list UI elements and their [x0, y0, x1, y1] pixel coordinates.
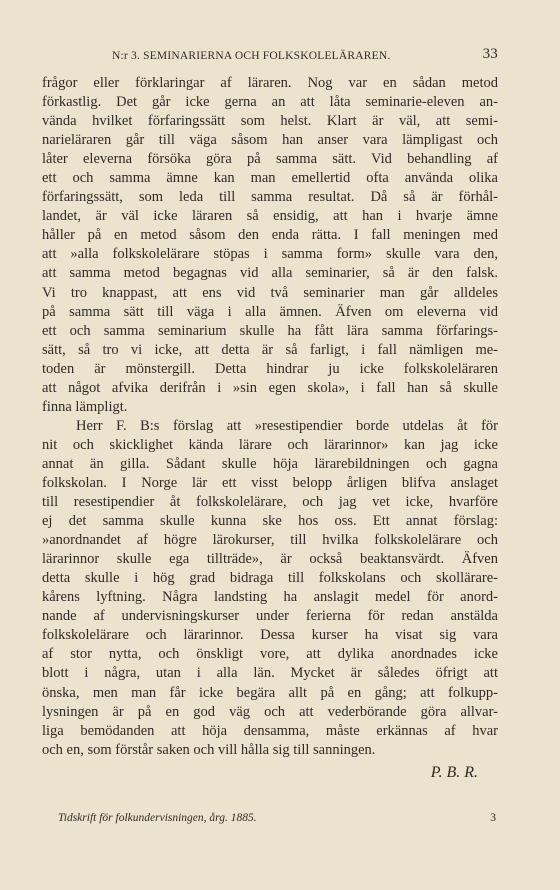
- text-line: förkastlig. Det går icke gerna an att låta seminarie-eleven an-: [42, 94, 498, 111]
- text-line: annat än gilla. Sådant skulle höja lärarebildningen och gagna: [42, 455, 498, 472]
- journal-citation: Tidskrift för folkundervisningen, årg. 1885.: [58, 812, 257, 824]
- running-header: [42, 46, 498, 66]
- text-line: på samma sätt till väga i alla ämnen. Äfven om eleverna vid: [42, 303, 498, 320]
- text-line: önska, men man får icke begära allt på en gång; att folkupp-: [42, 684, 498, 701]
- text-line: folkskolelärare och lärarinnor. Dessa kurser ha visat sig vara: [42, 627, 498, 644]
- text-line: finna lämpligt.: [42, 398, 128, 415]
- running-title: N:r 3. SEMINARIERNA OCH FOLKSKOLELÄRAREN.: [112, 50, 391, 62]
- text-line: sätt, så tro vi icke, att detta är så farligt, i fall nämligen me-: [42, 341, 498, 358]
- text-line: detta skulle i hög grad bidraga till folkskolans och skollärare-: [42, 570, 498, 587]
- text-line: blott i några, utan i alla län. Mycket är således öfrigt att: [42, 665, 498, 682]
- text-line: nit och skicklighet kända lärare och lärarinnor» kan jag icke: [42, 436, 498, 453]
- text-line: och en, som förstår saken och vill hålla sig till sanningen.: [42, 741, 376, 758]
- text-line: nande af undervisningskurser under ferierna för redan anstälda: [42, 608, 498, 625]
- text-line: att »alla folkskolelärare stöpas i samma form» skulle vara den,: [42, 246, 498, 263]
- text-line: »anordnandet af högre lärokurser, till hvilka folkskolelärare och: [42, 532, 498, 549]
- text-line: folkskolan. I Norge lär ett visst belopp årligen blifva anslaget: [42, 474, 498, 491]
- text-line: ett och samma seminarium skulle ha fått lära samma förfarings-: [42, 322, 498, 339]
- text-line: kårens lyftning. Några landsting ha anslagit medel för anord-: [42, 589, 498, 606]
- body-text: [42, 74, 498, 786]
- text-line: att samma metod begagnas vid alla seminarier, så är den falsk.: [42, 265, 498, 282]
- text-line: Vi tro knappast, att ens vid två seminarier man går alldeles: [42, 284, 498, 301]
- text-line: lärarinnor skulle ega tillträde», är också beaktansvärdt. Äfven: [42, 551, 498, 568]
- text-line: ej det samma skulle kunna ske hos oss. Ett annat förslag:: [42, 513, 498, 530]
- page-number: 33: [482, 46, 498, 62]
- author-signature: P. B. R.: [430, 763, 478, 781]
- text-line: ett och samma ämne kan man emellertid ofta använda olika: [42, 170, 498, 187]
- text-line: landet, är väl icke läraren så ensidig, att han i hvarje ämne: [42, 208, 498, 225]
- text-line: frågor eller förklaringar af läraren. Nog var en sådan metod: [42, 75, 498, 91]
- text-line: toden är mönstergill. Detta hindrar ju icke folkskoleläraren: [42, 360, 498, 377]
- page-footer: [42, 812, 498, 828]
- text-line: låter eleverna försöka göra på samma sätt. Vid behandling af: [42, 151, 498, 168]
- text-line: af stor nytta, och önskligt vore, att dylika anordnades icke: [42, 646, 498, 663]
- text-line: att något afvika derifrån i »sin egen skola», i fall han så skulle: [42, 379, 498, 396]
- text-line: narieläraren går till väga såsom han anser vara lämpligast och: [42, 132, 498, 149]
- text-line: förfaringssätt, som leda till samma resultat. Då så är förhål-: [42, 189, 498, 206]
- text-line: vända hvilket förfaringssätt som helst. Klart är väl, att semi-: [42, 113, 498, 130]
- text-line: liga bemödanden att höja densamma, måste erkännas af hvar: [42, 722, 498, 739]
- text-line: håller på en metod såsom den enda rätta. I fall meningen med: [42, 227, 498, 244]
- text-line: till resestipendier åt folkskolelärare, och jag vet icke, hvarföre: [42, 494, 498, 511]
- signature-mark: 3: [490, 812, 496, 824]
- text-line: lysningen är på en god väg och att vederbörande göra allvar-: [42, 703, 498, 720]
- text-line: Herr F. B:s förslag att »resestipendier borde utdelas åt för: [76, 417, 498, 434]
